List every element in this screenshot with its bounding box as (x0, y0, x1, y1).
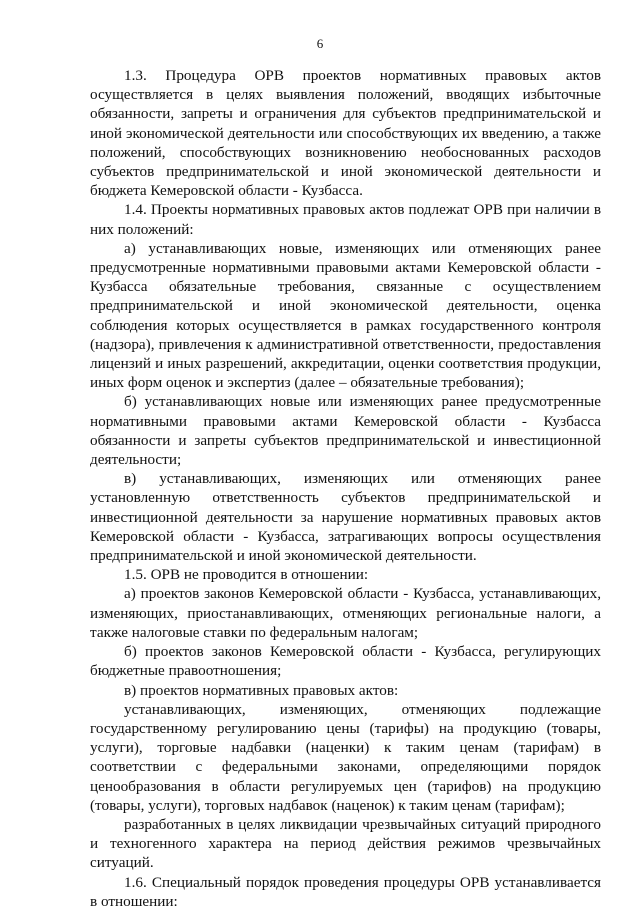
paragraph-1-3: 1.3. Процедура ОРВ проектов нормативных правовых актов осуществляется в целях выявления положений, вводящих избыточные обязанности, запреты и ограничения для субъектов предпринимательской и иной экономической деятельности или способствующих их введению, а также положений, способствующих возникновению необоснованных расходов субъектов предпринимательской и иной экономической деятельности и бюджета Кемеровской области - Кузбасса. (90, 67, 601, 200)
paragraph-1-5-b: б) проектов законов Кемеровской области - Кузбасса, регулирующих бюджетные правоотношения; (90, 643, 601, 680)
paragraph-1-4-v: в) устанавливающих, изменяющих или отменяющих ранее установленную ответственность субъектов предпринимательской и инвестиционной деятельности за нарушение нормативных правовых актов Кемеровской области - Кузбасса, затрагивающих вопросы осуществления предпринимательской и иной экономической деятельности. (90, 470, 601, 565)
paragraph-1-5-a: а) проектов законов Кемеровской области - Кузбасса, устанавливающих, изменяющих, приостанавливающих, отменяющих региональные налоги, а также налоговые ставки по федеральным налогам; (90, 585, 601, 641)
paragraph-1-5-v: в) проектов нормативных правовых актов: (124, 681, 399, 699)
paragraph-1-5-v-prices: устанавливающих, изменяющих, отменяющих подлежащие государственному регулированию цены (тарифы) на продукцию (товары, услуги), торговые надбавки (наценки) к таким ценам (тарифам) в соответствии с федеральными законами, определяющими порядок ценообразования в области регулируемых цен (тарифов) на продукцию (товары, услуги), торговых надбавок (наценок) к таким ценам (тарифам); (90, 700, 601, 814)
page-number: 6 (316, 36, 324, 51)
paragraph-1-5: 1.5. ОРВ не проводится в отношении: (124, 566, 369, 584)
paragraph-1-4: 1.4. Проекты нормативных правовых актов подлежат ОРВ при наличии в них положений: (90, 201, 601, 238)
paragraph-1-6: 1.6. Специальный порядок проведения процедуры ОРВ устанавливается в отношении: (90, 873, 601, 910)
paragraph-1-4-a: а) устанавливающих новые, изменяющих или отменяющих ранее предусмотренные нормативными правовыми актами Кемеровской области - Кузбасса обязательные требования, связанные с осуществлением предпринимательской и иной экономической деятельности, оценка соблюдения которых осуществляется в рамках государственного контроля (надзора), привлечения к административной ответственности, предоставления лицензий и иных разрешений, аккредитации, оценки соответствия продукции, иных форм оценок и экспертиз (далее – обязательные требования); (90, 239, 601, 392)
document-body (90, 66, 601, 911)
paragraph-1-5-v-emergency: разработанных в целях ликвидации чрезвычайных ситуаций природного и техногенного характера на период действия режимов чрезвычайных ситуаций. (90, 815, 601, 872)
paragraph-1-4-b: б) устанавливающих новые или изменяющих ранее предусмотренные нормативными правовыми актами Кемеровской области - Кузбасса обязанности и запреты субъектов предпринимательской и инвестиционной деятельности; (90, 393, 601, 469)
